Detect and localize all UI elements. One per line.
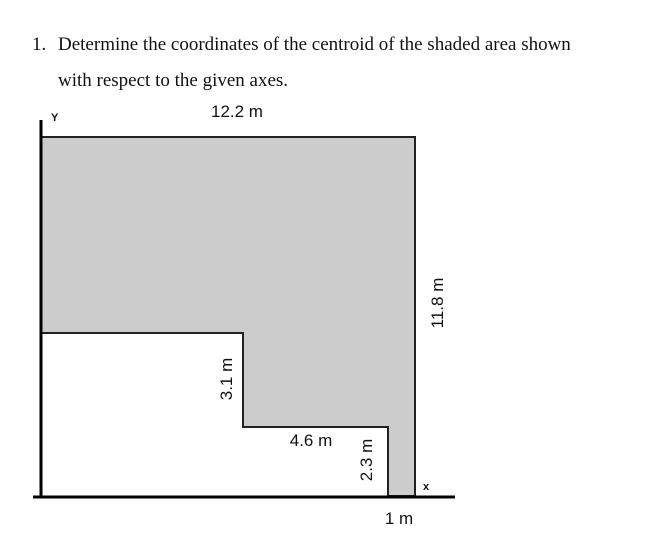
problem-text-line-1: Determine the coordinates of the centroid of the shaded area shown bbox=[58, 34, 571, 55]
dimension-right-height: 11.8 m bbox=[428, 277, 447, 329]
problem-text-line-2: with respect to the given axes. bbox=[58, 70, 289, 91]
dimension-top-width: 12.2 m bbox=[211, 102, 263, 121]
x-axis-label: x bbox=[423, 481, 430, 493]
problem-number: 1. bbox=[32, 34, 47, 55]
dimension-bottom-width: 1 m bbox=[384, 509, 414, 528]
dimension-step-height-upper: 3.1 m bbox=[217, 357, 236, 401]
dimension-step-width: 4.6 m bbox=[289, 431, 333, 450]
dimension-step-height-lower: 2.3 m bbox=[357, 438, 376, 482]
y-axis-label: Y bbox=[51, 112, 59, 124]
